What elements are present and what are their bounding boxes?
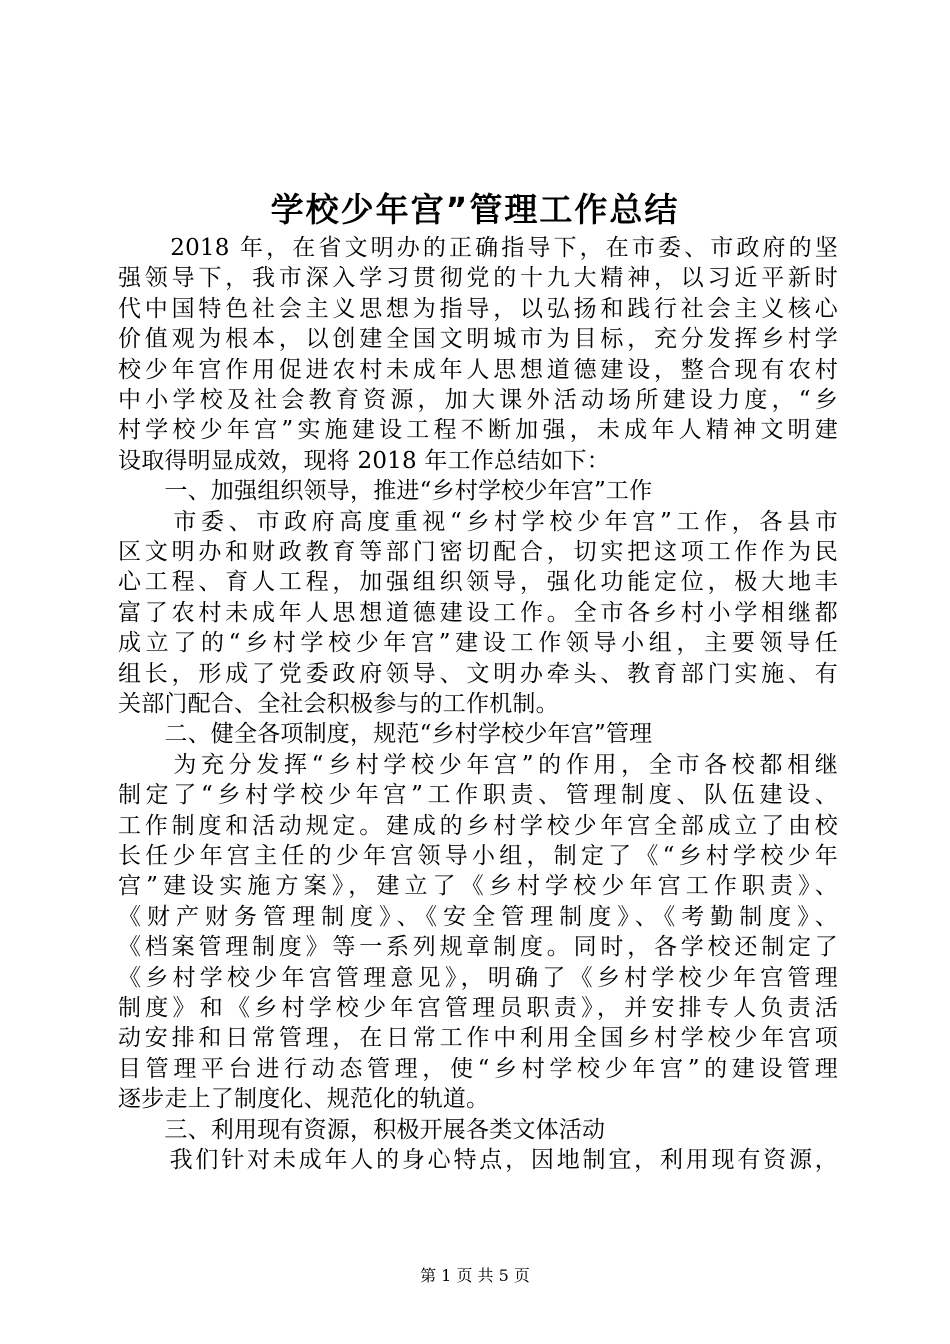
body-line: 村学校少年宫”实施建设工程不断加强，未成年人精神文明建 xyxy=(118,417,838,444)
body-line: 宫”建设实施方案》，建立了《乡村学校少年宫工作职责》、 xyxy=(118,873,838,900)
body-line: 目管理平台进行动态管理，使“乡村学校少年宫”的建设管理 xyxy=(118,1055,838,1082)
document-title: 学校少年宫”管理工作总结 xyxy=(270,190,680,229)
body-line: 我们针对未成年人的身心特点，因地制宜，利用现有资源， xyxy=(118,1147,838,1173)
body-line: 组长，形成了党委政府领导、文明办牵头、教育部门实施、有 xyxy=(118,660,838,687)
body-line: 成立了的“乡村学校少年宫”建设工作领导小组，主要领导任 xyxy=(118,630,838,657)
body-line: 《乡村学校少年宫管理意见》，明确了《乡村学校少年宫管理 xyxy=(118,964,838,991)
body-line: 价值观为根本，以创建全国文明城市为目标，充分发挥乡村学 xyxy=(118,326,838,353)
body-line: 一、加强组织领导，推进“乡村学校少年宫”工作 xyxy=(118,478,653,505)
body-line: 工作制度和活动规定。建成的乡村学校少年宫全部成立了由校 xyxy=(118,812,838,839)
body-line: 中小学校及社会教育资源，加大课外活动场所建设力度，“乡 xyxy=(118,387,838,413)
body-line: 市委、市政府高度重视“乡村学校少年宫”工作，各县市 xyxy=(118,508,838,535)
body-line: 《财产财务管理制度》、《安全管理制度》、《考勤制度》、 xyxy=(118,903,838,930)
body-line: 三、利用现有资源，积极开展各类文体活动 xyxy=(118,1116,606,1143)
body-line: 制定了“乡村学校少年宫”工作职责、管理制度、队伍建设、 xyxy=(118,782,838,809)
body-line: 心工程、育人工程，加强组织领导，强化功能定位，极大地丰 xyxy=(118,569,838,596)
body-line: 富了农村未成年人思想道德建设工作。全市各乡村小学相继都 xyxy=(118,599,838,626)
body-line: 校少年宫作用促进农村未成年人思想道德建设，整合现有农村 xyxy=(118,356,838,383)
body-line: 关部门配合、全社会积极参与的工作机制。 xyxy=(118,691,559,717)
body-line: 长任少年宫主任的少年宫领导小组，制定了《“乡村学校少年 xyxy=(118,843,838,869)
body-line: 逐步走上了制度化、规范化的轨道。 xyxy=(118,1086,490,1113)
page-footer: 第 1 页 共 5 页 xyxy=(420,1266,530,1285)
body-line: 区文明办和财政教育等部门密切配合，切实把这项工作作为民 xyxy=(118,539,838,565)
body-line: 二、健全各项制度，规范“乡村学校少年宫”管理 xyxy=(118,721,653,748)
body-line: 制度》和《乡村学校少年宫管理员职责》，并安排专人负责活 xyxy=(118,995,838,1021)
body-line: 《档案管理制度》等一系列规章制度。同时，各学校还制定了 xyxy=(118,934,838,961)
body-line: 代中国特色社会主义思想为指导，以弘扬和践行社会主义核心 xyxy=(118,295,838,322)
body-line: 强领导下，我市深入学习贯彻党的十九大精神，以习近平新时 xyxy=(118,265,838,292)
body-line: 动安排和日常管理，在日常工作中利用全国乡村学校少年宫项 xyxy=(118,1025,838,1052)
body-line: 2018 年，在省文明办的正确指导下，在市委、市政府的坚 xyxy=(118,235,838,261)
body-line: 设取得明显成效，现将 2018 年工作总结如下： xyxy=(118,447,610,474)
body-line: 为充分发挥“乡村学校少年宫”的作用，全市各校都相继 xyxy=(118,751,838,778)
